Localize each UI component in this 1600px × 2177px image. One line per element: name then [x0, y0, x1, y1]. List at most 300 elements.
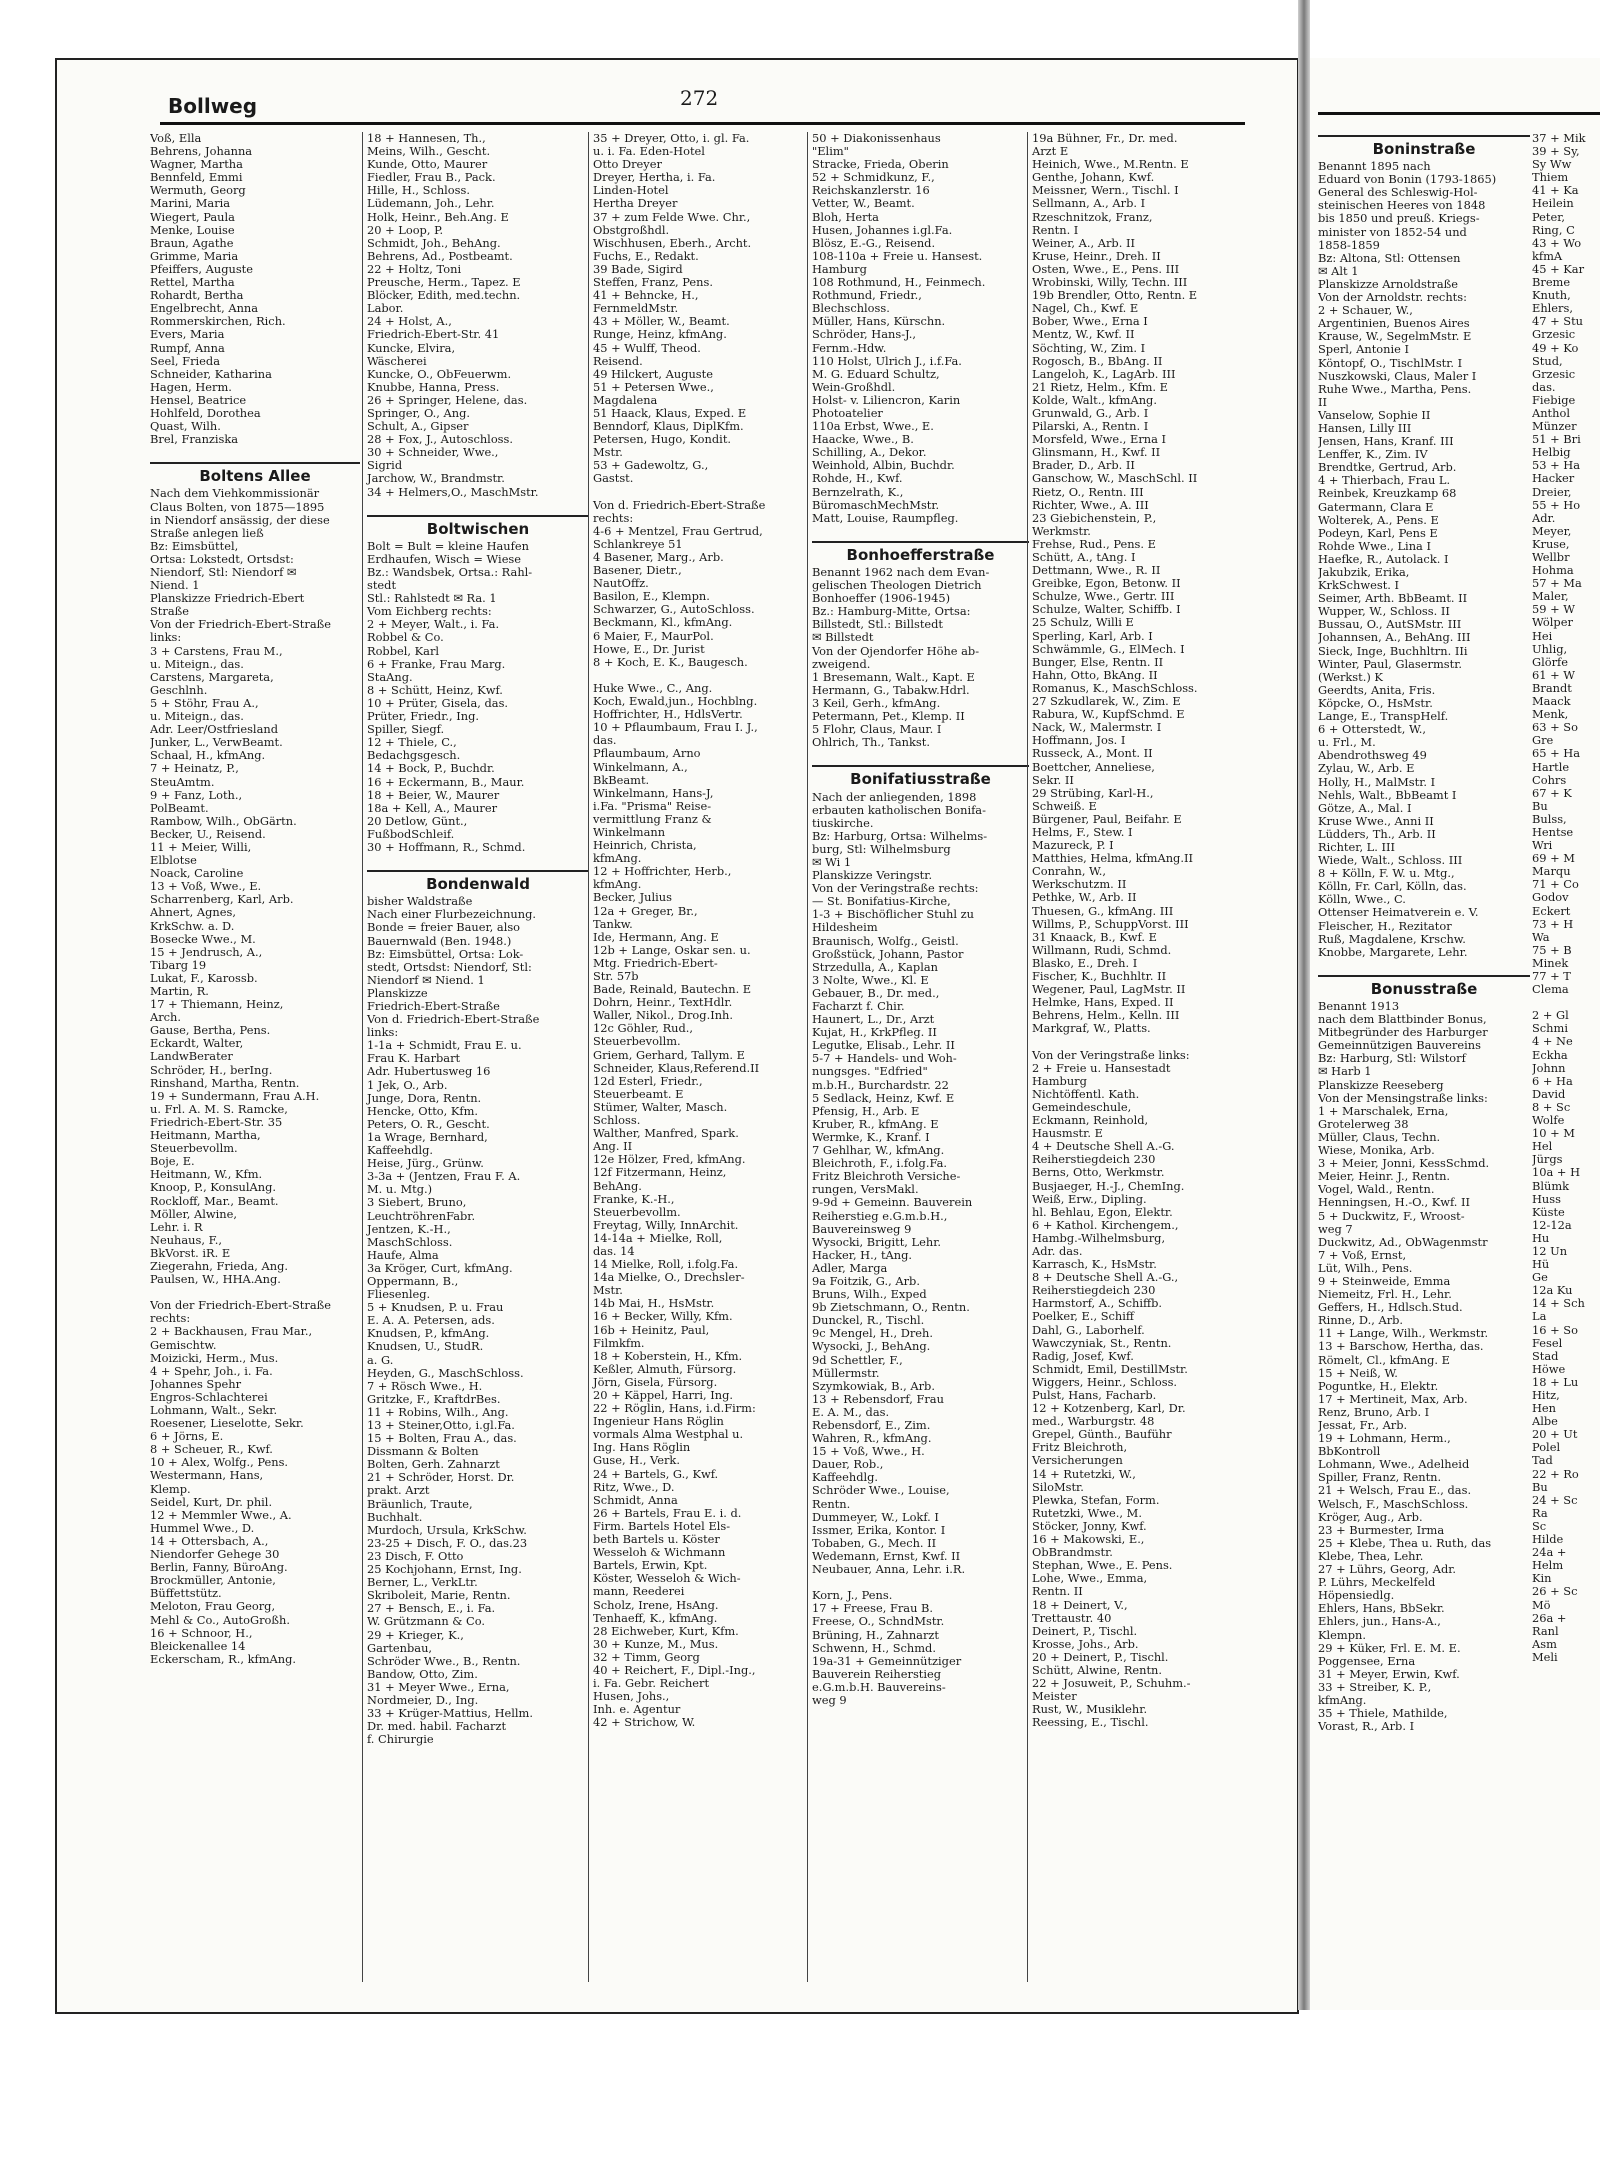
directory-line: Meloton, Frau Georg, [150, 1599, 276, 1614]
directory-line: Robbel & Co. [367, 630, 444, 645]
directory-line: Schilling, A., Dekor. [812, 445, 927, 460]
running-head: Bollweg [168, 94, 258, 118]
directory-line: Radig, Josef, Kwf. [1032, 1348, 1134, 1363]
directory-line: BbKontroll [1318, 1444, 1381, 1459]
directory-line: Nach der anliegenden, 1898 [812, 789, 977, 804]
directory-line: Oppermann, B., [367, 1273, 459, 1288]
directory-line: Jessat, Fr., Arb. [1318, 1418, 1408, 1432]
directory-line: KrkSchw. a. D. [150, 918, 235, 933]
directory-line: 13 + Voß, Wwe., E. [150, 879, 262, 894]
directory-line: 23 Giebichenstein, P., [1032, 510, 1157, 525]
directory-line: 8 + Schütt, Heinz, Kwf. [367, 682, 503, 697]
directory-line: Genthe, Johann, Kwf. [1032, 170, 1155, 185]
directory-line: Hambg.-Wilhelmsburg, [1032, 1230, 1166, 1245]
directory-line: Hartle [1532, 759, 1570, 774]
directory-line: Clema [1532, 982, 1569, 997]
directory-line: Zylau, W., Arb. E [1318, 761, 1415, 776]
directory-line: 8 + Deutsche Shell A.-G., [1032, 1270, 1179, 1285]
directory-line: Inh. e. Agentur [593, 1702, 681, 1717]
directory-line [593, 486, 808, 499]
directory-line: Voß, Ella [150, 132, 202, 145]
directory-line: Str. 57b [593, 969, 639, 983]
directory-line: Bennfeld, Emmi [150, 170, 243, 185]
directory-line: Boje, E. [150, 1154, 195, 1169]
directory-line: Bu [1532, 798, 1548, 813]
col-4 [807, 132, 1029, 1982]
directory-line: Adr. Leer/Ostfriesland [150, 722, 278, 737]
directory-line: Willmann, Rudi, Schmd. [1032, 942, 1172, 957]
directory-line: Jörn, Gisela, Fürsorg. [593, 1374, 718, 1389]
directory-line: Klemp. [150, 1481, 191, 1496]
directory-line: Fiedler, Frau B., Pack. [367, 170, 496, 185]
directory-line: Ziegerahn, Frieda, Ang. [150, 1258, 289, 1273]
directory-line: Poguntke, H., Elektr. [1318, 1378, 1439, 1393]
col-7 [1532, 132, 1600, 1982]
directory-line: 13 + Barschow, Hertha, das. [1318, 1339, 1484, 1354]
directory-line: 10 + M [1532, 1126, 1575, 1141]
directory-line: 39 Bade, Sigird [593, 261, 683, 276]
directory-line: Magdalena [593, 392, 658, 407]
directory-line: Freese, O., SchndMstr. [812, 1614, 945, 1629]
directory-line: Pfeiffers, Auguste [150, 261, 253, 276]
directory-line: Ra [1532, 1505, 1548, 1520]
directory-line: Ruß, Magdalene, Krschw. [1318, 931, 1466, 946]
directory-line: 1 Jek, O., Arb. [367, 1077, 448, 1092]
directory-line [1032, 1035, 1247, 1048]
directory-line: Ahnert, Agnes, [150, 905, 236, 920]
directory-line: Menke, Louise [150, 222, 235, 237]
directory-line: Ortsa: Lokstedt, Ortsdst: [150, 551, 294, 566]
directory-line: Bunger, Else, Rentn. II [1032, 654, 1164, 669]
directory-line: 53 + Ha [1532, 458, 1581, 473]
directory-line: Hensel, Beatrice [150, 392, 247, 407]
directory-line: 9a Foitzik, G., Arb. [812, 1273, 920, 1288]
directory-line: 8 + Koch, E. K., Baugesch. [593, 654, 748, 669]
directory-line: das. [593, 733, 617, 748]
directory-line: Friedrich-Ebert-Str. 41 [367, 327, 500, 342]
directory-line: LandwBerater [150, 1049, 233, 1064]
directory-line: Von der Friedrich-Ebert-Straße [150, 617, 331, 632]
directory-line: Pilarski, A., Rentn. I [1032, 419, 1149, 434]
directory-line: Wiese, Monika, Arb. [1318, 1143, 1435, 1158]
directory-line: Bloh, Herta [812, 209, 879, 224]
directory-line: Peters, O. R., Gescht. [367, 1116, 490, 1131]
directory-line: 33 + Streiber, K. P., [1318, 1679, 1432, 1694]
directory-line: minister von 1852-54 und [1318, 224, 1467, 239]
directory-line: Junge, Dora, Rentn. [367, 1090, 482, 1105]
directory-line: Knoop, P., KonsulAng. [150, 1180, 277, 1195]
directory-line: Kölln, Wwe., C. [1318, 892, 1406, 907]
directory-line: 10 + Prüter, Gisela, das. [367, 695, 509, 710]
directory-line: Murdoch, Ursula, KrkSchw. [367, 1522, 527, 1537]
directory-line: Grimme, Maria [150, 248, 239, 263]
directory-line: 4-6 + Mentzel, Frau Gertrud, [593, 523, 763, 538]
directory-line: 4 + Thierbach, Frau L. [1318, 473, 1451, 488]
directory-line: Von der Friedrich-Ebert-Straße [150, 1298, 331, 1313]
directory-line: kfmAng. [1318, 1692, 1367, 1707]
directory-line: Spiller, Siegf. [367, 722, 445, 737]
directory-line: 2 + Gl [1532, 1008, 1569, 1023]
directory-line: Bräunlich, Traute, [367, 1496, 473, 1511]
directory-line: Berns, Otto, Werkmstr. [1032, 1165, 1165, 1180]
directory-line: 28 + Fox, J., Autoschloss. [367, 432, 513, 447]
directory-line: 3 + Carstens, Frau M., [150, 643, 283, 658]
directory-line: 21 + Schröder, Horst. Dr. [367, 1470, 515, 1485]
directory-line: 13 + Steiner,Otto, i.gl.Fa. [367, 1418, 515, 1432]
directory-line: Springer, O., Ang. [367, 405, 470, 420]
directory-line: 18 + Beier, W., Maurer [367, 787, 500, 802]
directory-line: Jakubzik, Erika, [1318, 565, 1410, 579]
directory-line: Rockloff, Mar., Beamt. [150, 1193, 279, 1208]
directory-line: 35 + Thiele, Mathilde, [1318, 1706, 1448, 1721]
directory-line: Bosecke Wwe., M. [150, 931, 256, 946]
directory-line: 11 + Lange, Wilh., Werkmstr. [1318, 1326, 1489, 1341]
directory-line: 22 + Holtz, Toni [367, 261, 462, 276]
directory-line: LeuchtröhrenFabr. [367, 1208, 476, 1223]
directory-line: Lohmann, Wwe., Adelheid [1318, 1457, 1470, 1472]
directory-line: W. Grützmann & Co. [367, 1614, 486, 1629]
directory-line: 5 Sedlack, Heinz, Kwf. E [812, 1090, 955, 1105]
directory-line: Sellmann, A., Arb. I [1032, 196, 1146, 211]
directory-line: Vorast, R., Arb. I [1318, 1719, 1415, 1734]
directory-line: Legutke, Elisab., Lehr. II [812, 1038, 955, 1053]
directory-line: rechts: [593, 510, 634, 525]
directory-line: Bz: Altona, Stl: Ottensen [1318, 250, 1461, 265]
directory-line: Hansen, Lilly III [1318, 420, 1412, 435]
directory-line: Firm. Bartels Hotel Els- [593, 1518, 731, 1533]
directory-line: 12f Fitzermann, Heinz, [593, 1165, 727, 1180]
header-rule [160, 122, 1245, 125]
directory-line: Marini, Maria [150, 196, 231, 211]
directory-line: Wolterek, A., Pens. E [1318, 512, 1439, 527]
directory-line: Lehr. i. R [150, 1219, 203, 1234]
directory-line: 23 Disch, F. Otto [367, 1548, 464, 1563]
directory-line: Maack [1532, 694, 1571, 709]
directory-line: Schulze, Walter, Schiffb. I [1032, 602, 1181, 617]
directory-line: Blösz, E.-G., Reisend. [812, 235, 936, 250]
directory-line: Carstens, Margareta, [150, 669, 274, 684]
directory-line: 5 + Knudsen, P. u. Frau [367, 1300, 504, 1315]
directory-line: Rettel, Martha [150, 275, 235, 290]
directory-line: Langeloh, K., LagArb. III [1032, 366, 1176, 381]
directory-line: Söchting, W., Zim. I [1032, 340, 1146, 355]
directory-line: Thuesen, G., kfmAng. III [1032, 903, 1174, 918]
street-heading: Boltwischen [426, 519, 530, 538]
directory-line: Bürgener, Paul, Beifahr. E [1032, 811, 1182, 826]
directory-line: Gatermann, Clara E [1318, 499, 1434, 514]
directory-line: Becker, Julius [593, 890, 672, 905]
directory-line: 22 + Ro [1532, 1466, 1579, 1481]
directory-line: Bz: Harburg, Stl: Wilstorf [1318, 1051, 1466, 1066]
directory-line: Reiherstiegdeich 230 [1032, 1283, 1156, 1298]
directory-line: Von der Arnoldstr. rechts: [1318, 290, 1467, 305]
directory-line: Prüter, Friedr., Ing. [367, 709, 480, 724]
directory-line: Wa [1532, 929, 1550, 944]
directory-line: Matt, Louise, Raumpfleg. [812, 510, 959, 525]
directory-line: 12a Ku [1532, 1283, 1573, 1298]
directory-line: Beckmann, Kl., kfmAng. [593, 615, 733, 630]
directory-line: Stl.: Rahlstedt ✉ Ra. 1 [367, 591, 497, 606]
directory-line: 10 + Alex, Wolfg., Pens. [150, 1455, 289, 1470]
directory-line: 27 Szkudlarek, W., Zim. E [1032, 694, 1181, 709]
directory-line: (Werkst.) K [1318, 669, 1383, 684]
directory-line: Von der Mensingstraße links: [1318, 1090, 1488, 1105]
directory-line: Bauverein Reiherstieg [812, 1666, 942, 1681]
directory-line: 108 Rothmund, H., Feinmech. [812, 275, 986, 290]
directory-line: Deinert, P., Tischl. [1032, 1623, 1138, 1638]
directory-line: 14b Mai, H., HsMstr. [593, 1296, 715, 1311]
directory-line: Busjaeger, H.-J., ChemIng. [1032, 1178, 1185, 1193]
directory-line: gelischen Theologen Dietrich [812, 578, 982, 593]
directory-line: 3 + Meier, Jonni, KessSchmd. [1318, 1156, 1490, 1171]
directory-line: Münzer [1532, 419, 1577, 434]
directory-line: Tobaben, G., Mech. II [812, 1535, 937, 1550]
directory-line: Kuncke, O., ObFeuerwm. [367, 366, 512, 381]
directory-line: Elblotse [150, 853, 197, 868]
directory-line: Sieck, Inge, Buchhltrn. IIi [1318, 643, 1468, 658]
directory-line: das. 14 [593, 1243, 635, 1258]
street-heading: Bonhoefferstraße [846, 545, 995, 564]
directory-line: E. A. M., das. [812, 1404, 890, 1419]
directory-line: Dunckel, R., Tischl. [812, 1313, 925, 1328]
directory-line: Tankw. [593, 916, 633, 931]
directory-line: Kölln, Fr. Carl, Kölln, das. [1318, 879, 1467, 894]
directory-line: Mentz, W., Kwf. II [1032, 327, 1135, 342]
directory-line: kfmAng. [593, 851, 642, 866]
directory-line: Sc [1532, 1518, 1547, 1533]
directory-line: Griem, Gerhard, Tallym. E [593, 1047, 745, 1062]
directory-line: Bleichroth, F., i.folg.Fa. [812, 1156, 947, 1171]
directory-line: Wermuth, Georg [150, 183, 246, 198]
directory-line: Planskizze Friedrich-Ebert [150, 591, 305, 606]
directory-line: erbauten katholischen Bonifa- [812, 802, 986, 817]
directory-line: 24 + Holst, A., [367, 314, 452, 329]
directory-line: Kaffeehdlg. [367, 1143, 434, 1158]
directory-line: Heilein [1532, 196, 1574, 211]
directory-line: Müller, Hans, Kürschn. [812, 314, 946, 329]
directory-line: Adr. Hubertusweg 16 [367, 1064, 491, 1079]
directory-line: 12e Hölzer, Fred, kfmAng. [593, 1152, 746, 1167]
directory-line: Bonde = freier Bauer, also [367, 920, 521, 935]
directory-line [1318, 959, 1530, 972]
directory-line: Adr. [1532, 510, 1556, 525]
directory-line: Kolde, Walt., kfmAng. [1032, 392, 1157, 407]
directory-line: 9b Zietschmann, O., Rentn. [812, 1300, 970, 1315]
directory-line: Podeyn, Karl, Pens E [1318, 525, 1438, 540]
directory-line: 77 + T [1532, 969, 1571, 983]
directory-line: 27 + Bensch, E., i. Fa. [367, 1601, 496, 1616]
directory-line: Russeck, A., Mont. II [1032, 746, 1153, 761]
directory-line: Mstr. [593, 445, 623, 460]
directory-line: Rutetzki, Wwe., M. [1032, 1505, 1142, 1520]
directory-line: zweigend. [812, 656, 871, 671]
directory-line: Martin, R. [150, 984, 209, 998]
directory-line: 17 + Mertineit, Max, Arb. [1318, 1391, 1468, 1406]
directory-line: Hitz, [1532, 1388, 1560, 1402]
directory-line: Roesener, Lieselotte, Sekr. [150, 1416, 304, 1431]
directory-line: Planskizze Reeseberg [1318, 1077, 1444, 1092]
directory-line: Weiner, A., Arb. II [1032, 235, 1135, 250]
directory-line: 4 Basener, Marg., Arb. [593, 550, 724, 564]
directory-line: Schlankreye 51 [593, 536, 683, 551]
directory-line: Fliesenleg. [367, 1287, 431, 1302]
directory-line: rechts: [150, 1311, 191, 1326]
directory-line: Hacker [1532, 471, 1575, 486]
directory-line: Krosse, Johs., Arb. [1032, 1636, 1139, 1651]
directory-line: Wäscherei [367, 353, 427, 368]
directory-line: Gartenbau, [367, 1640, 433, 1655]
directory-line: Seidel, Kurt, Dr. phil. [150, 1494, 273, 1509]
street-heading: Bonifatiusstraße [850, 770, 991, 789]
directory-line: Geerdts, Anita, Fris. [1318, 682, 1436, 697]
directory-line: Tenhaeff, K., kfmAng. [593, 1610, 718, 1625]
directory-line: Schult, A., Gipser [367, 419, 469, 434]
directory-line: 37 + zum Felde Wwe. Chr., [593, 209, 751, 224]
directory-line: Schmidt, Emil, DestillMstr. [1032, 1361, 1188, 1376]
directory-line: Uhlig, [1532, 641, 1568, 656]
directory-line: vormals Alma Westphal u. [593, 1427, 744, 1442]
directory-line: Von der Ojendorfer Höhe ab- [812, 643, 980, 658]
directory-line: Eckha [1532, 1047, 1568, 1062]
directory-line: 1 + Marschalek, Erna, [1318, 1103, 1449, 1118]
directory-line: 9d Schettler, F., [812, 1352, 903, 1367]
directory-line: Rinne, D., Arb. [1318, 1313, 1404, 1328]
directory-line: Romanus, K., MaschSchloss. [1032, 680, 1198, 695]
directory-line: Holly, H., MalMstr. I [1318, 774, 1436, 789]
directory-line: Wegener, Paul, LagMstr. II [1032, 982, 1186, 997]
directory-line: Braunisch, Wolfg., Geistl. [812, 933, 959, 948]
directory-line: Rabura, W., KupfSchmd. E [1032, 707, 1185, 722]
directory-line: 15 + Voß, Wwe., H. [812, 1444, 925, 1459]
directory-line: 23 + Burmester, Irma [1318, 1522, 1445, 1537]
directory-line: Brendtke, Gertrud, Arb. [1318, 460, 1457, 475]
directory-line: Renz, Bruno, Arb. I [1318, 1404, 1430, 1419]
directory-line: 2 + Schauer, W., [1318, 303, 1413, 318]
directory-line: Greibke, Egon, Betonw. II [1032, 576, 1181, 591]
directory-line: Welsch, F., MaschSchloss. [1318, 1496, 1469, 1511]
directory-line: Haefke, R., Autolack. I [1318, 551, 1449, 566]
directory-line: Hacker, H., tAng. [812, 1247, 913, 1262]
directory-line: Maler, [1532, 589, 1569, 604]
directory-line: Minek [1532, 955, 1569, 970]
directory-line: 30 + Hoffmann, R., Schmd. [367, 839, 526, 854]
directory-line: Basener, Dietr., [593, 563, 682, 578]
directory-line: Paulsen, W., HHA.Ang. [150, 1272, 281, 1287]
directory-line: Adler, Marga [812, 1260, 888, 1275]
directory-line: u. Miteign., das. [150, 709, 244, 724]
directory-line: Knudsen, U., StudR. [367, 1339, 484, 1354]
directory-line: Peter, [1532, 209, 1566, 224]
directory-line: Rebensdorf, E., Zim. [812, 1418, 931, 1432]
directory-line: Hilde [1532, 1532, 1564, 1547]
directory-line: Matthies, Helma, kfmAng.II [1032, 851, 1193, 866]
directory-line: 2 + Freie u. Hansestadt [1032, 1060, 1171, 1075]
directory-line: Franke, K.-H., [593, 1191, 675, 1206]
directory-line: Braun, Agathe [150, 235, 234, 250]
directory-line: 15 + Jendrusch, A., [150, 944, 263, 959]
directory-line: 13 + Rebensdorf, Frau [812, 1391, 944, 1406]
directory-line: Knobbe, Margarete, Lehr. [1318, 944, 1468, 959]
directory-line: 8 + Kölln, F. W. u. Mtg., [1318, 866, 1455, 881]
directory-line: 43 + Möller, W., Beamt. [593, 314, 730, 329]
directory-line: Bz: Eimsbüttel, Ortsa: Lok- [367, 946, 524, 961]
directory-line: Engelbrecht, Anna [150, 301, 259, 316]
directory-line: Brader, D., Arb. II [1032, 458, 1135, 473]
directory-line: 25 Schulz, Willi E [1032, 615, 1134, 630]
directory-line: Stümer, Walter, Masch. [593, 1099, 728, 1114]
directory-line: 6 + Otterstedt, W., [1318, 722, 1426, 737]
directory-line: Hohma [1532, 563, 1574, 578]
directory-line: Heise, Jürg., Grünw. [367, 1156, 484, 1171]
section-rule [812, 765, 1029, 767]
directory-line: Basilon, E., Klempn. [593, 589, 710, 604]
directory-line: 3 Keil, Gerh., kfmAng. [812, 695, 941, 710]
directory-line: 33 + Krüger-Mattius, Hellm. [367, 1706, 533, 1721]
directory-line: tiuskirche. [812, 815, 874, 830]
directory-line: 6 + Franke, Frau Marg. [367, 656, 506, 671]
directory-line: Eckmann, Reinhold, [1032, 1113, 1149, 1128]
directory-line: Hoffrichter, H., HdlsVertr. [593, 707, 743, 722]
directory-line: Pfensig, H., Arb. E [812, 1103, 920, 1118]
directory-line [367, 499, 589, 512]
directory-line: Schneider, Klaus,Referend.II [593, 1060, 760, 1075]
directory-line: Wiede, Walt., Schloss. III [1318, 853, 1463, 868]
directory-line: Dummeyer, W., Lokf. I [812, 1509, 939, 1524]
directory-line: Niendorfer Gehege 30 [150, 1547, 280, 1562]
directory-line: Dettmann, Wwe., R. II [1032, 563, 1161, 578]
directory-line: 12 + Thiele, C., [367, 735, 457, 750]
directory-line: i. Fa. Gebr. Reichert [593, 1676, 710, 1691]
directory-line: Behrens, Ad., Postbeamt. [367, 248, 513, 263]
directory-line: 24 + Sc [1532, 1492, 1578, 1507]
directory-line: Wahren, R., kfmAng. [812, 1431, 932, 1446]
directory-line: 16 + So [1532, 1322, 1578, 1337]
directory-line: 2 + Meyer, Walt., i. Fa. [367, 617, 500, 632]
directory-line: Osten, Wwe., E., Pens. III [1032, 261, 1180, 276]
directory-line: Szymkowiak, B., Arb. [812, 1378, 935, 1393]
directory-line: 5-7 + Handels- und Woh- [812, 1051, 957, 1066]
directory-line: Haacke, Wwe., B. [812, 432, 914, 447]
directory-line: rungen, VersMakl. [812, 1182, 919, 1197]
directory-line: 14a Mielke, O., Drechsler- [593, 1270, 745, 1285]
directory-line: Hamburg [1032, 1073, 1087, 1088]
directory-line: Winkelmann, Hans-J, [593, 785, 714, 800]
directory-line: Albe [1532, 1414, 1558, 1429]
directory-line: 29 + Krieger, K., [367, 1627, 464, 1642]
directory-line: Poelker, E., Schiff [1032, 1309, 1134, 1324]
directory-line: Wesseloh & Wichmann [593, 1545, 726, 1560]
directory-line: Dahl, G., Laborhelf. [1032, 1322, 1145, 1337]
directory-line: Kuncke, Elvira, [367, 340, 456, 355]
directory-line: Johannsen, A., BehAng. III [1318, 630, 1471, 645]
directory-line: 29 Strübing, Karl-H., [1032, 785, 1154, 800]
directory-line: La [1532, 1309, 1547, 1324]
directory-line: Schmi [1532, 1021, 1568, 1036]
directory-line: Straße [150, 604, 189, 619]
directory-line: 25 Kochjohann, Ernst, Ing. [367, 1562, 522, 1577]
directory-line: Bz: Eimsbüttel, [150, 538, 239, 553]
directory-line: 10 + Pflaumbaum, Frau I. J., [593, 720, 758, 735]
directory-line: 26a + [1532, 1610, 1567, 1625]
directory-line: Schmidt, Anna [593, 1492, 678, 1507]
directory-line: Grepel, Günth., Bauführ [1032, 1427, 1172, 1442]
directory-line: Heyden, G., MaschSchloss. [367, 1365, 524, 1380]
directory-line: 22 + Josuweit, P., Schuhm.- [1032, 1676, 1191, 1691]
directory-line: 19 + Lohmann, Herm., [1318, 1431, 1451, 1446]
directory-line: Reinbek, Kreuzkamp 68 [1318, 486, 1457, 501]
directory-line: Haufe, Alma [367, 1247, 439, 1262]
directory-line: 7 + Voß, Ernst, [1318, 1247, 1407, 1262]
